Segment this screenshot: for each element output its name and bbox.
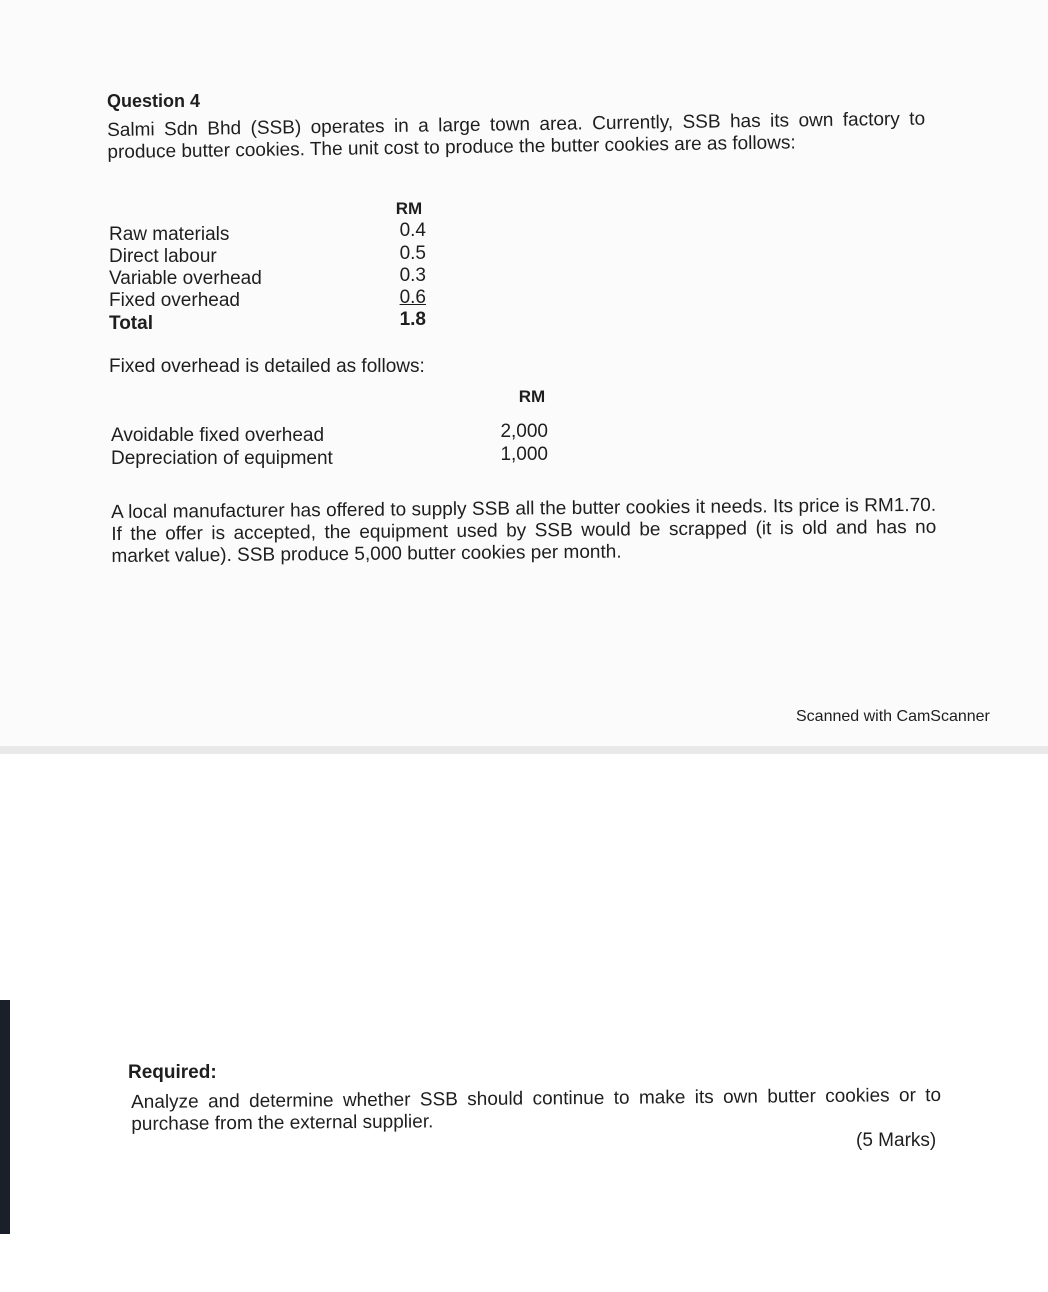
cost-value-direct-labour: 0.5 [399, 243, 426, 264]
required-heading: Required: [128, 1062, 217, 1083]
fixed-overhead-currency-header: RM [518, 387, 546, 406]
fixed-overhead-value-depreciation: 1,000 [500, 444, 548, 465]
unit-cost-currency-header: RM [395, 199, 423, 218]
cost-value-fixed-overhead: 0.6 [399, 287, 426, 308]
fixed-overhead-label-avoidable: Avoidable fixed overhead [111, 425, 325, 446]
scanned-page-bottom [0, 754, 1048, 1234]
cost-total-label: Total [109, 313, 153, 334]
scan-edge-shadow [0, 1000, 10, 1234]
fixed-overhead-value-avoidable: 2,000 [500, 421, 548, 442]
offer-paragraph: A local manufacturer has offered to supply SSB all the butter cookies it needs. Its price is RM1.70. If the offer is accepted, the equipment used by SSB would be scrapped (it is old and has no market value). SSB produce 5,000 butter cookies per month. [111, 494, 937, 567]
cost-label-direct-labour: Direct labour [109, 246, 217, 267]
cost-label-raw-materials: Raw materials [109, 224, 230, 245]
question-title: Question 4 [107, 91, 201, 111]
fixed-overhead-label-depreciation: Depreciation of equipment [111, 448, 333, 469]
cost-label-variable-overhead: Variable overhead [109, 268, 262, 289]
marks-label: (5 Marks) [856, 1130, 937, 1151]
fixed-overhead-intro: Fixed overhead is detailed as follows: [109, 356, 425, 377]
page-divider [0, 746, 1048, 754]
required-question-text: Analyze and determine whether SSB should continue to make its own butter cookies or to purchase from the external supplier. [131, 1084, 942, 1135]
cost-label-fixed-overhead: Fixed overhead [109, 290, 240, 311]
intro-paragraph: Salmi Sdn Bhd (SSB) operates in a large town area. Currently, SSB has its own factory to produce butter cookies. The unit cost to produce the butter cookies are as follows: [107, 108, 926, 163]
cost-value-variable-overhead: 0.3 [399, 265, 426, 286]
cost-total-value: 1.8 [399, 309, 426, 330]
cost-value-raw-materials: 0.4 [399, 220, 426, 241]
scanner-watermark: Scanned with CamScanner [796, 708, 990, 725]
